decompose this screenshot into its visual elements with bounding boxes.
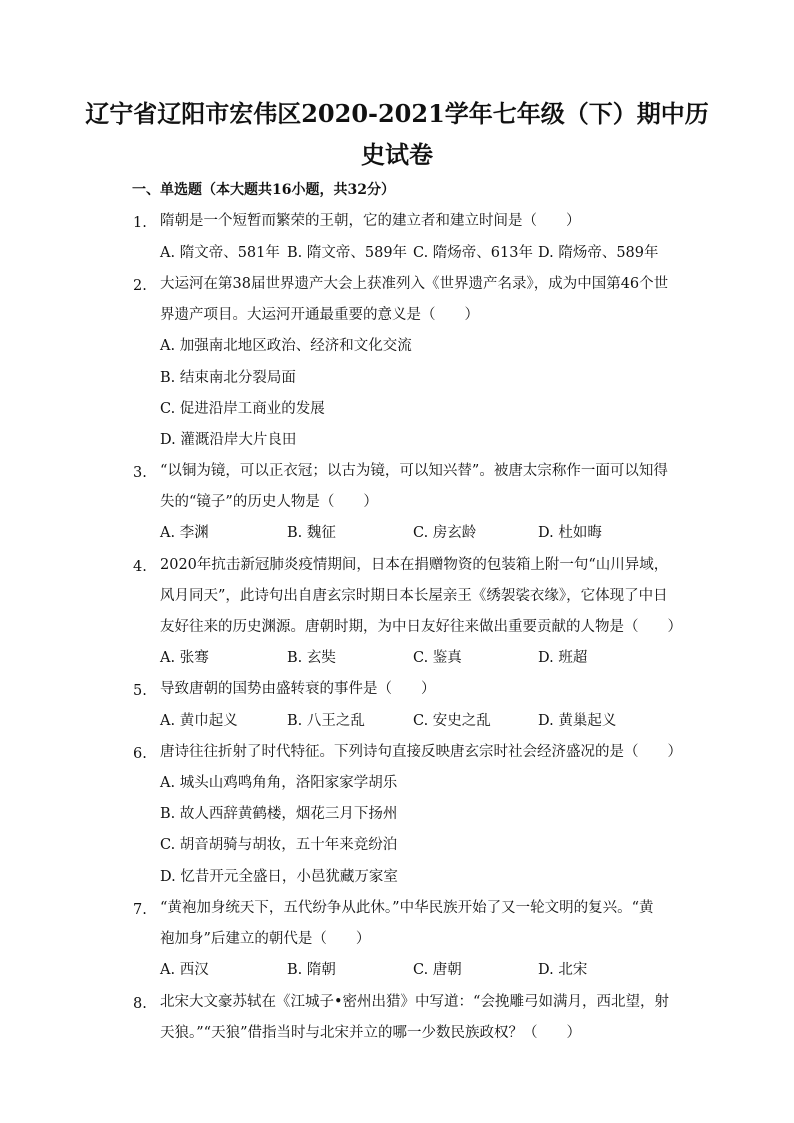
question-8-number: 8.: [133, 996, 147, 1012]
question-5-option-a: A. 黄巾起义: [160, 713, 238, 729]
question-1-stem: 隋朝是一个短暂而繁荣的王朝，它的建立者和建立时间是（ ）: [160, 213, 581, 229]
question-1-option-b: B. 隋文帝、589年: [287, 245, 408, 261]
question-7-number: 7.: [133, 902, 147, 918]
question-5-number: 5.: [133, 683, 147, 699]
question-3-stem-line-1: “以铜为镜，可以正衣冠；以古为镜，可以知兴替”。被唐太宗称作一面可以知得: [160, 463, 668, 479]
question-2-stem-line-1: 大运河在第38届世界遗产大会上获准列入《世界遗产名录》，成为中国第46个世: [160, 276, 669, 292]
question-4-stem-line-1: 2020年抗击新冠肺炎疫情期间，日本在捐赠物资的包装箱上附一句“山川异域，: [160, 557, 669, 573]
question-7-option-d: D. 北宋: [538, 962, 588, 978]
question-6-stem: 唐诗往往折射了时代特征。下列诗句直接反映唐玄宗时社会经济盛况的是（ ）: [160, 744, 682, 760]
question-5-option-b: B. 八王之乱: [287, 713, 365, 729]
question-3-stem-line-2: 失的“镜子”的历史人物是（ ）: [160, 494, 378, 510]
question-2-option-d: D. 灌溉沿岸大片良田: [160, 432, 297, 448]
question-3-number: 3.: [133, 465, 147, 481]
question-2-option-c: C. 促进沿岸工商业的发展: [160, 401, 325, 417]
question-7-stem-line-1: “黄袍加身统天下，五代纷争从此休。”中华民族开始了又一轮文明的复兴。“黄: [160, 900, 654, 916]
question-1-option-d: D. 隋炀帝、589年: [538, 245, 659, 261]
question-5-option-d: D. 黄巢起义: [538, 713, 617, 729]
question-3-option-b: B. 魏征: [287, 525, 336, 541]
question-4-option-d: D. 班超: [538, 650, 588, 666]
question-3-option-d: D. 杜如晦: [538, 525, 602, 541]
question-8-stem-line-2: 天狼。”“天狼”借指当时与北宋并立的哪一少数民族政权？（ ）: [160, 1025, 581, 1041]
question-4-stem-line-2: 风月同天”，此诗句出自唐玄宗时期日本长屋亲王《绣袈裟衣缘》，它体现了中日: [160, 588, 668, 604]
question-3-option-a: A. 李渊: [160, 525, 209, 541]
question-5-option-c: C. 安史之乱: [413, 713, 491, 729]
question-6-option-a: A. 城头山鸡鸣角角，洛阳家家学胡乐: [160, 775, 398, 791]
question-7-option-b: B. 隋朝: [287, 962, 336, 978]
question-4-option-c: C. 鉴真: [413, 650, 462, 666]
question-7-option-c: C. 唐朝: [413, 962, 462, 978]
question-2-option-b: B. 结束南北分裂局面: [160, 370, 296, 386]
question-7-stem-line-2: 袍加身”后建立的朝代是（ ）: [160, 931, 371, 947]
question-6-option-d: D. 忆昔开元全盛日，小邑犹藏万家室: [160, 869, 398, 885]
question-7-option-a: A. 西汉: [160, 962, 209, 978]
question-6-option-c: C. 胡音胡骑与胡妆，五十年来竞纷泊: [160, 837, 398, 853]
question-2-number: 2.: [133, 278, 147, 294]
question-8-stem-line-1: 北宋大文豪苏轼在《江城子•密州出猎》中写道：“会挽雕弓如满月，西北望，射: [160, 994, 669, 1010]
question-2-option-a: A. 加强南北地区政治、经济和文化交流: [160, 338, 412, 354]
question-4-stem-line-3: 友好往来的历史渊源。唐朝时期，为中日友好往来做出重要贡献的人物是（ ）: [160, 619, 682, 635]
question-1-number: 1.: [133, 215, 147, 231]
question-1-option-a: A. 隋文帝、581年: [160, 245, 280, 261]
question-2-stem-line-2: 界遗产项目。大运河开通最重要的意义是（ ）: [160, 307, 479, 323]
question-1-option-c: C. 隋炀帝、613年: [413, 245, 533, 261]
section-heading: 一、单选题（本大题共16小题，共32分）: [132, 182, 395, 198]
question-4-option-b: B. 玄奘: [287, 650, 336, 666]
page-title-line-1: 辽宁省辽阳市宏伟区2020-2021学年七年级（下）期中历: [85, 99, 709, 128]
question-4-number: 4.: [133, 559, 147, 575]
question-6-option-b: B. 故人西辞黄鹤楼，烟花三月下扬州: [160, 806, 398, 822]
question-6-number: 6.: [133, 746, 147, 762]
question-4-option-a: A. 张骞: [160, 650, 209, 666]
question-5-stem: 导致唐朝的国势由盛转衰的事件是（ ）: [160, 681, 436, 697]
page-title-line-2: 史试卷: [361, 140, 433, 169]
question-3-option-c: C. 房玄龄: [413, 525, 477, 541]
